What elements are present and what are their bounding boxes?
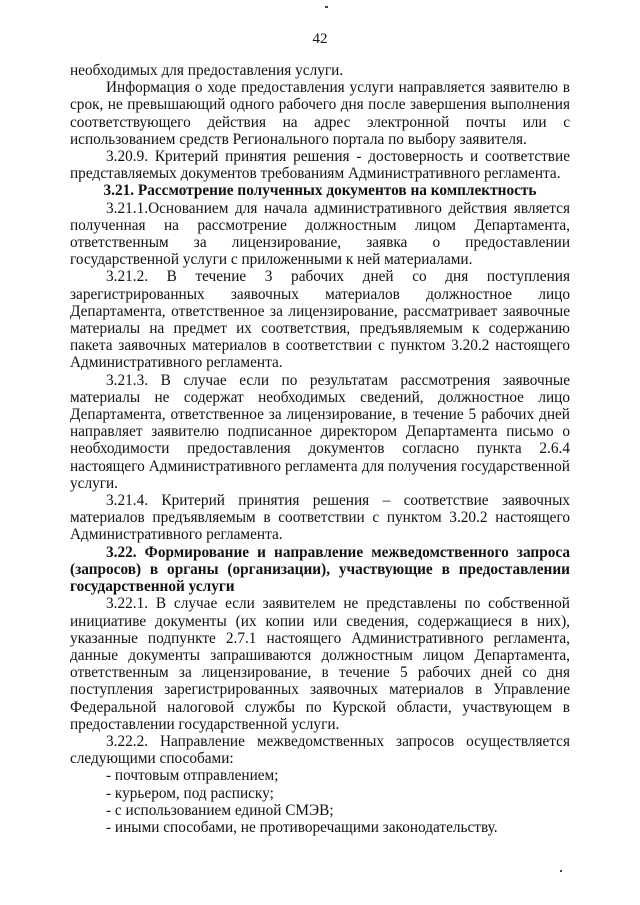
list-item: - почтовым отправлением; <box>106 767 279 785</box>
paragraph: 3.20.9. Критерий принятия решения - достоверность и соответствие представляемых документов требованиям Административного регламента. <box>70 148 570 183</box>
paragraph: 3.21.1.Основанием для начала административного действия является полученная на рассмотрение должностным лицом Департамента, ответственным за лицензирование, заявка о предоставлении государственной услуги с приложенными к ней материалами. <box>70 199 570 269</box>
paragraph: 3.22.1. В случае если заявителем не представлены по собственной инициативе документы (их копии или сведения, содержащиеся в них), указанные подпункте 2.7.1 настоящего Административного регламента, данные документы запрашиваются должностным лицом Департамента, ответственным за лицензирование, в течение 5 рабочих дней со дня поступления зарегистрированных заявочных материалов в Управление Федеральной налоговой службы по Курской области, участвующем в предоставлении государственной услуги. <box>70 595 570 733</box>
paragraph: 3.21.2. В течение 3 рабочих дней со дня поступления зарегистрированных заявочных материалов должностное лицо Департамента, ответственное за лицензирование, рассматривает заявочные материалы на предмет их соответствия, предъявляемым к содержанию пакета заявочных материалов в соответствии с пунктом 3.20.2 настоящего Административного регламента. <box>70 268 570 372</box>
list-item: - с использованием единой СМЭВ; <box>106 801 334 819</box>
scan-mark <box>325 6 328 8</box>
paragraph: Информация о ходе предоставления услуги направляется заявителю в срок, не превышающий одного рабочего дня после завершения выполнения соответствующего действия на адрес электронной почты или с использованием средств Регионального портала по выбору заявителя. <box>70 79 570 148</box>
list-item: - курьером, под расписку; <box>106 784 274 802</box>
section-heading: 3.21. Рассмотрение полученных документов на комплектность <box>103 182 537 200</box>
section-heading: 3.22. Формирование и направление межведомственного запроса (запросов) в органы (организации), участвующие в предоставлении государственной услуги <box>70 543 570 596</box>
paragraph: 3.21.4. Критерий принятия решения – соответствие заявочных материалов предъявляемым в соответствии с пунктом 3.20.2 настоящего Административного регламента. <box>70 492 570 544</box>
page-number: 42 <box>312 31 328 47</box>
document-body <box>70 62 570 836</box>
scan-mark <box>560 870 562 872</box>
list-item: - иными способами, не противоречащими законодательству. <box>106 818 498 836</box>
paragraph: 3.22.2. Направление межведомственных запросов осуществляется следующими способами: <box>70 732 570 768</box>
paragraph: необходимых для предоставления услуги. <box>70 62 344 79</box>
paragraph: 3.21.3. В случае если по результатам рассмотрения заявочные материалы не содержат необходимых сведений, должностное лицо Департамента, ответственное за лицензирование, в течение 5 рабочих дней направляет заявителю подписанное директором Департамента письмо о необходимости предоставления документов согласно пункта 2.6.4 настоящего Административного регламента для получения государственной услуги. <box>70 371 570 492</box>
